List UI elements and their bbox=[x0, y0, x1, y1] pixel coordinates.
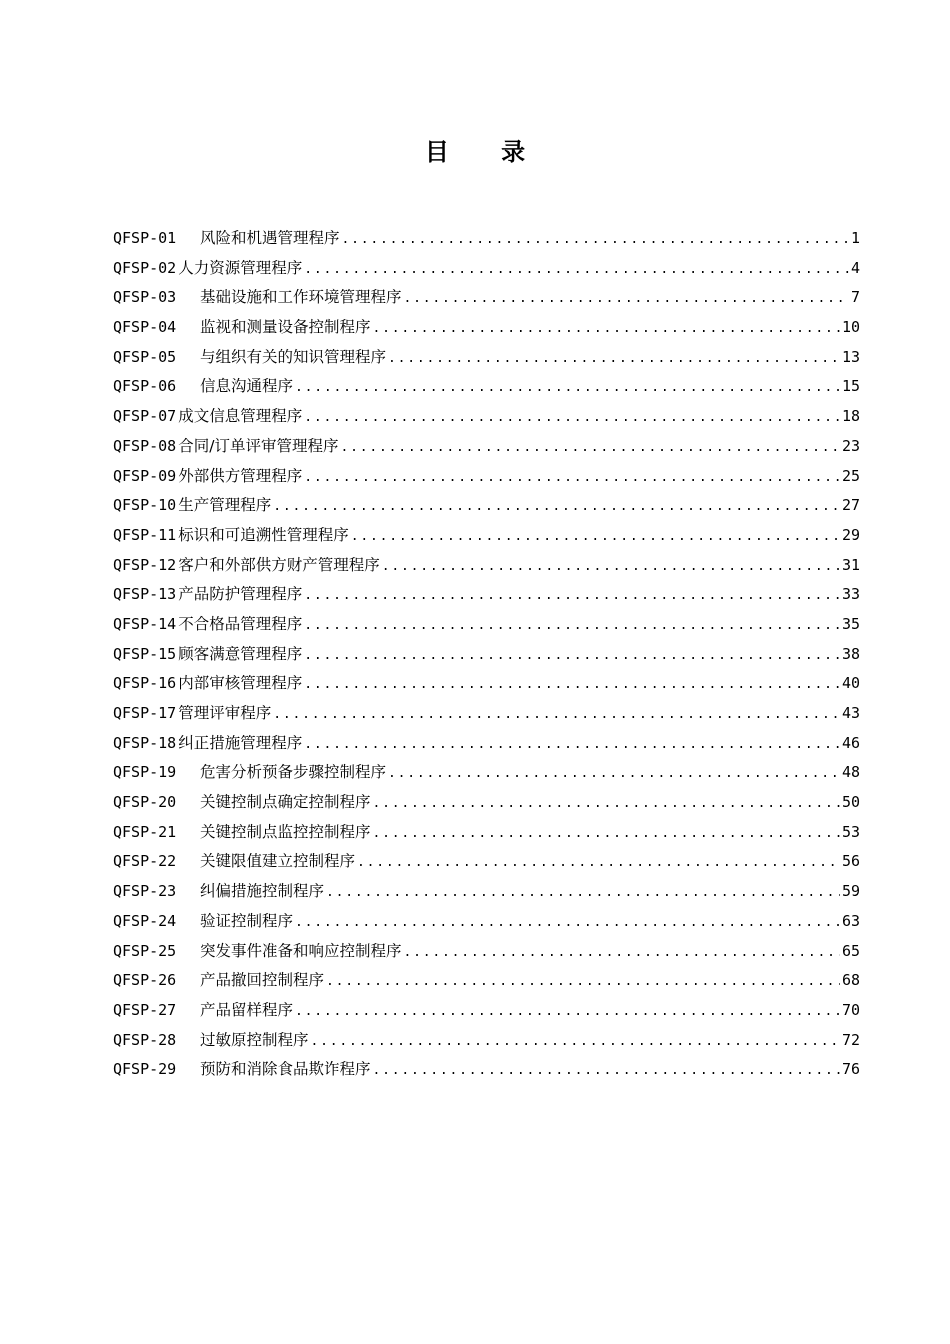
dot-leader bbox=[340, 433, 839, 463]
toc-entry-title: 标识和可追溯性管理程序 bbox=[178, 525, 349, 544]
toc-entry-code: QFSP-23 bbox=[113, 882, 177, 901]
toc-entry-page-number: 68 bbox=[841, 971, 860, 990]
toc-entry[interactable] bbox=[113, 462, 860, 492]
toc-entry-code: QFSP-15 bbox=[113, 644, 177, 663]
toc-entry-page-number: 70 bbox=[841, 1000, 860, 1019]
toc-entry-page-number: 29 bbox=[841, 525, 860, 544]
dot-leader bbox=[404, 938, 840, 968]
toc-entry-title: 纠正措施管理程序 bbox=[178, 733, 303, 752]
dot-leader bbox=[304, 641, 840, 671]
toc-entry-code: QFSP-04 bbox=[113, 318, 177, 337]
toc-entry-title: 客户和外部供方财产管理程序 bbox=[178, 555, 380, 574]
toc-entry-page-number: 18 bbox=[841, 407, 860, 426]
toc-entry-title: 验证控制程序 bbox=[200, 911, 294, 930]
toc-entry-code: QFSP-28 bbox=[113, 1030, 177, 1049]
table-of-contents bbox=[113, 224, 860, 1085]
dot-leader bbox=[373, 789, 840, 819]
toc-entry[interactable] bbox=[113, 432, 860, 462]
toc-entry-code: QFSP-01 bbox=[113, 229, 177, 247]
toc-entry-page-number: 10 bbox=[841, 318, 860, 337]
dot-leader bbox=[304, 611, 840, 641]
dot-leader bbox=[373, 1056, 840, 1086]
toc-entry-title: 不合格品管理程序 bbox=[178, 614, 303, 633]
toc-entry-title: 产品撤回控制程序 bbox=[200, 971, 325, 990]
toc-entry[interactable] bbox=[113, 937, 860, 967]
dot-leader bbox=[351, 522, 840, 552]
toc-entry[interactable] bbox=[113, 1026, 860, 1056]
toc-entry-page-number: 76 bbox=[841, 1060, 860, 1079]
toc-entry-title: 人力资源管理程序 bbox=[178, 258, 303, 277]
toc-entry[interactable] bbox=[113, 669, 860, 699]
dot-leader bbox=[388, 344, 840, 374]
toc-entry-page-number: 7 bbox=[850, 288, 860, 307]
toc-entry[interactable] bbox=[113, 996, 860, 1026]
toc-entry-code: QFSP-17 bbox=[113, 704, 177, 722]
toc-entry-title: 顾客满意管理程序 bbox=[178, 644, 303, 663]
toc-entry[interactable] bbox=[113, 729, 860, 759]
toc-entry-title: 纠偏措施控制程序 bbox=[200, 882, 325, 901]
toc-entry-code: QFSP-19 bbox=[113, 763, 177, 782]
toc-entry-title: 外部供方管理程序 bbox=[178, 466, 303, 485]
toc-entry-code: QFSP-08 bbox=[113, 436, 177, 455]
toc-entry-page-number: 65 bbox=[841, 941, 860, 960]
toc-entry-title: 过敏原控制程序 bbox=[200, 1030, 309, 1049]
dot-leader bbox=[342, 225, 849, 255]
dot-leader bbox=[326, 878, 840, 908]
dot-leader bbox=[304, 730, 840, 760]
toc-entry-code: QFSP-09 bbox=[113, 466, 177, 485]
toc-entry-title: 关键限值建立控制程序 bbox=[200, 852, 356, 871]
toc-entry-code: QFSP-26 bbox=[113, 971, 177, 990]
toc-entry-code: QFSP-02 bbox=[113, 258, 177, 277]
toc-entry-page-number: 63 bbox=[841, 911, 860, 930]
toc-entry-page-number: 56 bbox=[841, 852, 860, 871]
toc-entry-title: 与组织有关的知识管理程序 bbox=[200, 347, 387, 366]
toc-entry[interactable] bbox=[113, 788, 860, 818]
toc-entry[interactable] bbox=[113, 580, 860, 610]
dot-leader bbox=[304, 403, 840, 433]
toc-entry-code: QFSP-22 bbox=[113, 852, 177, 871]
toc-entry-title: 关键控制点监控控制程序 bbox=[200, 822, 371, 841]
toc-entry-code: QFSP-18 bbox=[113, 733, 177, 752]
toc-entry[interactable] bbox=[113, 283, 860, 313]
toc-entry-code: QFSP-11 bbox=[113, 525, 177, 544]
dot-leader bbox=[304, 463, 840, 493]
toc-entry-title: 预防和消除食品欺诈程序 bbox=[200, 1060, 371, 1079]
toc-entry-page-number: 38 bbox=[841, 644, 860, 663]
toc-entry[interactable] bbox=[113, 491, 860, 521]
toc-entry[interactable] bbox=[113, 966, 860, 996]
toc-entry-code: QFSP-21 bbox=[113, 822, 177, 841]
toc-entry-title: 合同/订单评审管理程序 bbox=[178, 436, 339, 455]
toc-entry[interactable] bbox=[113, 1055, 860, 1085]
toc-entry[interactable] bbox=[113, 818, 860, 848]
dot-leader bbox=[304, 581, 840, 611]
toc-entry-title: 生产管理程序 bbox=[178, 496, 272, 515]
toc-entry[interactable] bbox=[113, 551, 860, 581]
toc-entry-page-number: 27 bbox=[841, 496, 860, 515]
toc-entry-page-number: 59 bbox=[841, 882, 860, 901]
toc-entry-title: 信息沟通程序 bbox=[200, 377, 294, 396]
dot-leader bbox=[357, 848, 840, 878]
toc-entry-code: QFSP-05 bbox=[113, 347, 177, 366]
toc-entry-page-number: 13 bbox=[841, 347, 860, 366]
toc-entry-code: QFSP-16 bbox=[113, 674, 177, 693]
toc-entry-page-number: 25 bbox=[841, 466, 860, 485]
toc-entry-code: QFSP-10 bbox=[113, 496, 177, 515]
toc-entry-title: 关键控制点确定控制程序 bbox=[200, 793, 371, 812]
toc-entry[interactable] bbox=[113, 640, 860, 670]
toc-entry[interactable] bbox=[113, 521, 860, 551]
toc-entry-page-number: 46 bbox=[841, 733, 860, 752]
dot-leader bbox=[404, 284, 849, 314]
toc-entry-page-number: 43 bbox=[841, 704, 860, 722]
toc-entry[interactable] bbox=[113, 758, 860, 788]
toc-entry-title: 危害分析预备步骤控制程序 bbox=[200, 763, 387, 782]
toc-entry[interactable] bbox=[113, 847, 860, 877]
toc-entry-title: 内部审核管理程序 bbox=[178, 674, 303, 693]
dot-leader bbox=[388, 759, 840, 789]
toc-entry-code: QFSP-06 bbox=[113, 377, 177, 396]
toc-entry[interactable] bbox=[113, 877, 860, 907]
toc-entry-page-number: 53 bbox=[841, 822, 860, 841]
page-title: 目 录 bbox=[424, 138, 548, 166]
dot-leader bbox=[295, 373, 840, 403]
dot-leader bbox=[326, 967, 840, 997]
toc-entry-title: 基础设施和工作环境管理程序 bbox=[200, 288, 402, 307]
toc-entry-title: 产品防护管理程序 bbox=[178, 585, 303, 604]
dot-leader bbox=[373, 819, 840, 849]
toc-entry-title: 管理评审程序 bbox=[178, 704, 272, 722]
dot-leader bbox=[373, 314, 840, 344]
toc-entry[interactable] bbox=[113, 343, 860, 373]
toc-entry[interactable] bbox=[113, 907, 860, 937]
toc-entry-page-number: 33 bbox=[841, 585, 860, 604]
dot-leader bbox=[273, 492, 840, 522]
dot-leader bbox=[273, 700, 840, 730]
toc-entry-page-number: 35 bbox=[841, 614, 860, 633]
toc-entry-code: QFSP-07 bbox=[113, 407, 177, 426]
toc-entry[interactable] bbox=[113, 699, 860, 729]
toc-entry[interactable] bbox=[113, 402, 860, 432]
toc-entry-page-number: 72 bbox=[841, 1030, 860, 1049]
toc-entry[interactable] bbox=[113, 254, 860, 284]
toc-entry-code: QFSP-24 bbox=[113, 911, 177, 930]
toc-entry-page-number: 15 bbox=[841, 377, 860, 396]
toc-entry-page-number: 1 bbox=[850, 229, 860, 247]
toc-entry[interactable] bbox=[113, 224, 860, 254]
toc-entry-code: QFSP-14 bbox=[113, 614, 177, 633]
toc-entry-code: QFSP-25 bbox=[113, 941, 177, 960]
toc-entry[interactable] bbox=[113, 313, 860, 343]
toc-entry-code: QFSP-20 bbox=[113, 793, 177, 812]
toc-entry[interactable] bbox=[113, 372, 860, 402]
toc-entry-page-number: 4 bbox=[850, 258, 860, 277]
toc-entry[interactable] bbox=[113, 610, 860, 640]
toc-entry-title: 产品留样程序 bbox=[200, 1000, 294, 1019]
toc-entry-title: 风险和机遇管理程序 bbox=[200, 229, 340, 247]
toc-entry-page-number: 31 bbox=[841, 555, 860, 574]
toc-entry-title: 突发事件准备和响应控制程序 bbox=[200, 941, 402, 960]
dot-leader bbox=[304, 670, 840, 700]
toc-entry-page-number: 48 bbox=[841, 763, 860, 782]
dot-leader bbox=[382, 552, 840, 582]
toc-entry-code: QFSP-03 bbox=[113, 288, 177, 307]
dot-leader bbox=[304, 255, 849, 285]
toc-entry-code: QFSP-29 bbox=[113, 1060, 177, 1079]
dot-leader bbox=[295, 997, 840, 1027]
toc-entry-code: QFSP-13 bbox=[113, 585, 177, 604]
dot-leader bbox=[295, 908, 840, 938]
toc-entry-page-number: 40 bbox=[841, 674, 860, 693]
toc-entry-page-number: 50 bbox=[841, 793, 860, 812]
dot-leader bbox=[311, 1027, 840, 1057]
toc-entry-code: QFSP-27 bbox=[113, 1000, 177, 1019]
toc-entry-page-number: 23 bbox=[841, 436, 860, 455]
toc-entry-title: 监视和测量设备控制程序 bbox=[200, 318, 371, 337]
toc-entry-code: QFSP-12 bbox=[113, 555, 177, 574]
toc-entry-title: 成文信息管理程序 bbox=[178, 407, 303, 426]
